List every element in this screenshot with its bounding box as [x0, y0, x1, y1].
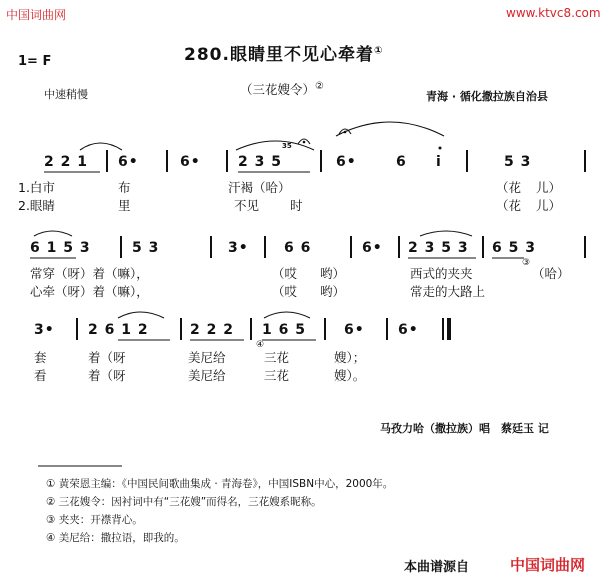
s2-v1-lyric: （哈） [532, 266, 570, 281]
footer-site-link[interactable]: 中国词曲网 [510, 556, 586, 574]
footnote: ③ 夹夹：开襟背心。 [46, 514, 143, 526]
s3-v2-lyric: 看 [34, 368, 47, 383]
slur [34, 231, 72, 236]
slur [236, 141, 314, 150]
s3-measure-1: 3• [34, 322, 55, 338]
s1-v2-lyric: 儿） [536, 198, 562, 213]
s1-measure-5a: 6• [336, 154, 357, 170]
performer-credit: 马孜力哈（撒拉族）唱 蔡廷玉 记 [380, 422, 549, 435]
s3-v2-lyric: 着（呀 [88, 368, 126, 383]
s2-v2-lyric: 常走的大路上 [410, 284, 486, 299]
footnote: ② 三花嫂令：因衬词中有“三花嫂”而得名，三花嫂系昵称。 [46, 496, 322, 508]
s1-measure-4: 2 3 5 [238, 154, 282, 170]
s3-measure-5: 6• [344, 322, 365, 338]
s3-v2-lyric: 嫂）。 [334, 368, 366, 383]
s3-measure-4: 1 6 5 [262, 322, 306, 338]
s1-grace-notes: 35 [282, 142, 292, 150]
s2-measure-5: 6• [362, 240, 383, 256]
s1-measure-3: 6• [180, 154, 201, 170]
s1-v2-lyric: 不见 [234, 198, 260, 213]
s1-v2-lyric: 时 [290, 198, 303, 213]
fermata-dot [344, 131, 347, 134]
s3-v1-lyric: 嫂）； [334, 350, 366, 365]
s2-v1-lyric: 常穿（呀）着（嘛）， [30, 266, 149, 281]
key-signature: 1= F [18, 54, 52, 69]
s3-v2-lyric: 三花 [264, 368, 290, 383]
title-footnote-mark: ① [373, 45, 384, 57]
subtitle-footnote-mark: ② [315, 80, 324, 92]
watermark-right: www.ktvc8.com [506, 6, 601, 20]
s3-v1-lyric: 三花 [264, 350, 290, 365]
slur [118, 312, 164, 318]
s2-v2-lyric: （哎 [272, 284, 298, 299]
s1-v2-lyric: 里 [118, 198, 131, 213]
s2-measure-2: 5 3 [132, 240, 160, 256]
s1-measure-5b: 6 [396, 154, 407, 170]
s1-measure-5c: i [436, 154, 442, 170]
s3-measure-3: 2 2 2 [190, 322, 234, 338]
s3-v1-lyric: 着（呀 [88, 350, 126, 365]
s2-v1-lyric: 西式的夹夹 [410, 266, 473, 281]
s1-v1-lyric: 布 [118, 180, 131, 195]
s2-v1-lyric: （哎 [272, 266, 298, 281]
s2-measure-3: 3• [228, 240, 249, 256]
watermark-left: 中国词曲网 [6, 8, 67, 22]
s2-measure-4: 6 6 [284, 240, 312, 256]
region: 青海 · 循化撒拉族自治县 [426, 90, 548, 103]
s3-v1-lyric: 套 [34, 350, 47, 365]
s1-v1-lyric: 儿） [536, 180, 562, 195]
footnote: ④ 美尼给：撒拉语，即我的。 [46, 532, 185, 544]
s1-measure-6: 5 3 [504, 154, 532, 170]
s3-v1-lyric: 美尼给 [188, 350, 226, 365]
s1-measure-1: 2 2 1 [44, 154, 88, 170]
slur [80, 143, 122, 150]
subtitle-text: （三花嫂令） [240, 82, 316, 97]
s1-v2-lyric: （花 [496, 198, 522, 213]
s1-v1-lyric: 1.白市 [18, 180, 55, 195]
s1-v2-lyric: 2.眼睛 [18, 198, 55, 213]
octave-dot [439, 147, 442, 150]
s3-measure-2: 2 6 1 2 [88, 322, 149, 338]
s2-v1-lyric: 哟） [320, 266, 346, 281]
s1-measure-2: 6• [118, 154, 139, 170]
tempo-marking: 中速稍慢 [44, 88, 88, 101]
s1-v1-lyric: 汗褐（哈） [228, 180, 291, 195]
title-text: 280.眼睛里不见心牵着 [184, 45, 374, 65]
footnote: ① 黄荣恩主编：《中国民间歌曲集成 · 青海卷》，中国ISBN中心，2000年。 [46, 478, 394, 490]
s3-measure-6: 6• [398, 322, 419, 338]
footer-source-label: 本曲谱源自 [404, 560, 470, 575]
s2-measure-6: 2 3 5 3 [408, 240, 469, 256]
s2-footnote-mark: ③ [522, 258, 531, 268]
s2-measure-7: 6 5 3 [492, 240, 536, 256]
s2-v2-lyric: 哟） [320, 284, 346, 299]
slur [336, 122, 444, 136]
fermata-dot [303, 141, 306, 144]
s2-measure-1: 6 1 5 3 [30, 240, 91, 256]
slur [420, 231, 472, 236]
s2-v2-lyric: 心牵（呀）着（嘛）， [30, 284, 149, 299]
s3-footnote-mark: ④ [256, 340, 265, 350]
slur [264, 312, 310, 318]
s1-v1-lyric: （花 [496, 180, 522, 195]
s3-v2-lyric: 美尼给 [188, 368, 226, 383]
